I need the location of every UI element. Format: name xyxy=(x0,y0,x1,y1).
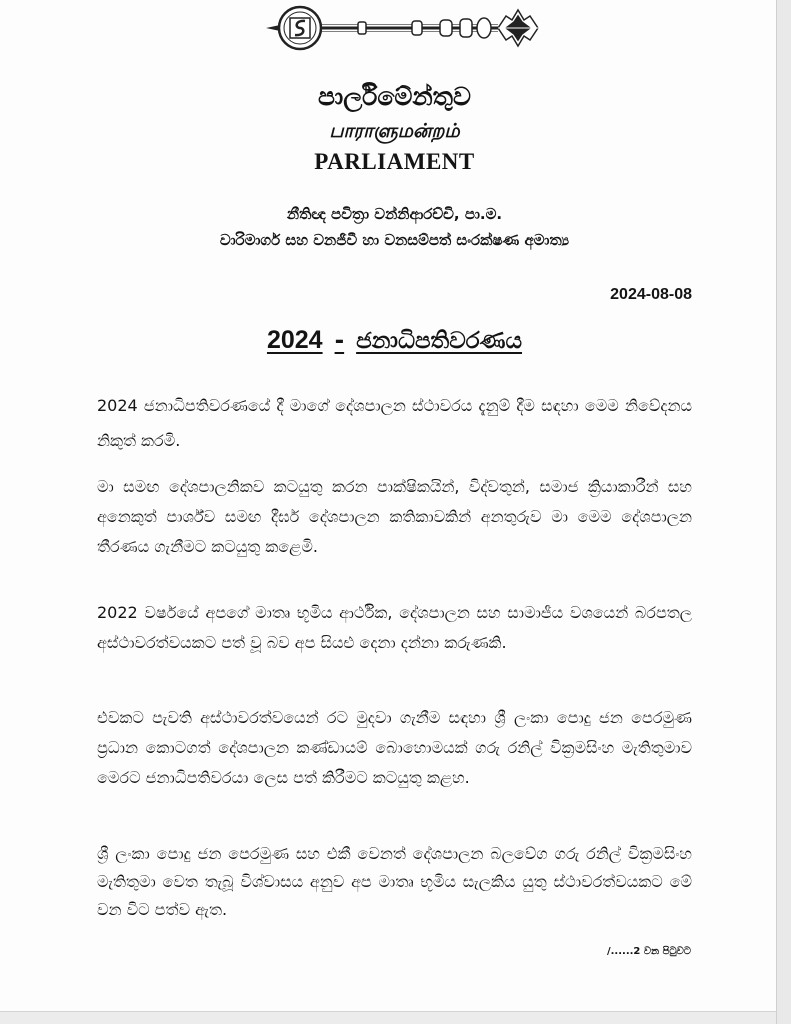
subject-text: ජනාධිපතිවරණය xyxy=(356,328,523,354)
letter-date: 2024-08-08 xyxy=(610,286,692,303)
parliament-title-tamil: பாராளுமன்றம் xyxy=(329,120,460,142)
paragraph-3: 2022 වර්ෂයේ අපගේ මාතෘ භූමිය ආර්ථික, දේශපාලන සහ සාමාජීය වශයෙන් බරපතල අස්ථාවරත්වයකට පත් වූ බව අප සියළු දෙනා දන්නා කරුණකි. xyxy=(97,603,692,652)
subject-heading xyxy=(97,322,692,359)
subject-separator: - xyxy=(334,328,345,354)
mace-head xyxy=(498,10,540,46)
page-continuation-note: /......2 වන පිටුවට xyxy=(606,946,691,957)
page-right-edge xyxy=(776,0,791,1024)
parliament-title-english: PARLIAMENT xyxy=(314,149,475,174)
subject-year: 2024 xyxy=(266,326,323,354)
paragraph-1: 2024 ජනාධිපතිවරණයේ දී මාගේ දේශපාලන ස්ථාවරය දැනුම් දීම සඳහා මෙම නිවේදනය නිකුත් කරමි. xyxy=(97,396,692,450)
paragraph-2: මා සමඟ දේශපාලනිකව කටයුතු කරන පාක්ෂිකයින්, විද්වතුන්, සමාජ ක්‍රියාකාරීන් සහ අනෙකුත් පාර්ශ්ව සමඟ දීර්ඝ දේශපාලන කතිකාවකින් අනතුරුව මා මෙම දේශපාලන තීරණය ගැනීමට කටයුතු කළෙමි. xyxy=(97,477,692,556)
parliament-title-sinhala: පාර්ලිමේන්තුව xyxy=(318,82,471,111)
subject-underlined xyxy=(267,328,522,354)
paragraph-5: ශ්‍රී ලංකා පොදු ජන පෙරමුණ සහ එකී වෙනත් දේශපාලන බලවේග ගරු රනිල් වික්‍රමසිංහ මැතිතුමා වෙත තැබූ විශ්වාසය අනුව අප මාතෘ භූමිය සැලකිය යුතු ස්ථාවරත්වයකට මේ වන විට පත්ව ඇත. xyxy=(97,844,692,919)
minister-title: වාරිමාර්ග සහ වනජීවී හා වනසම්පත් සංරක්ෂණ අමාත්‍ය xyxy=(219,231,570,249)
parliament-mace-icon xyxy=(262,2,542,54)
minister-name: නීතිඥ පවිත්‍රා වන්නිආරච්චි, පා.ම. xyxy=(286,205,503,223)
paragraph-4: එවකට පැවති අස්ථාවරත්වයෙන් රට මුදවා ගැනීම සඳහා ශ්‍රී ලංකා පොදු ජන පෙරමුණ ප්‍රධාන කොටගත් දේශපාලන කණ්ඩායම් බොහොමයක් ගරු රනිල් වික්‍රමසිංහ මැතිතුමාව මෙරට ජනාධිපතිවරයා ලෙස පත් කිරීමට කටයුතු කළහ. xyxy=(97,708,692,787)
page-bottom-edge xyxy=(0,1011,776,1024)
